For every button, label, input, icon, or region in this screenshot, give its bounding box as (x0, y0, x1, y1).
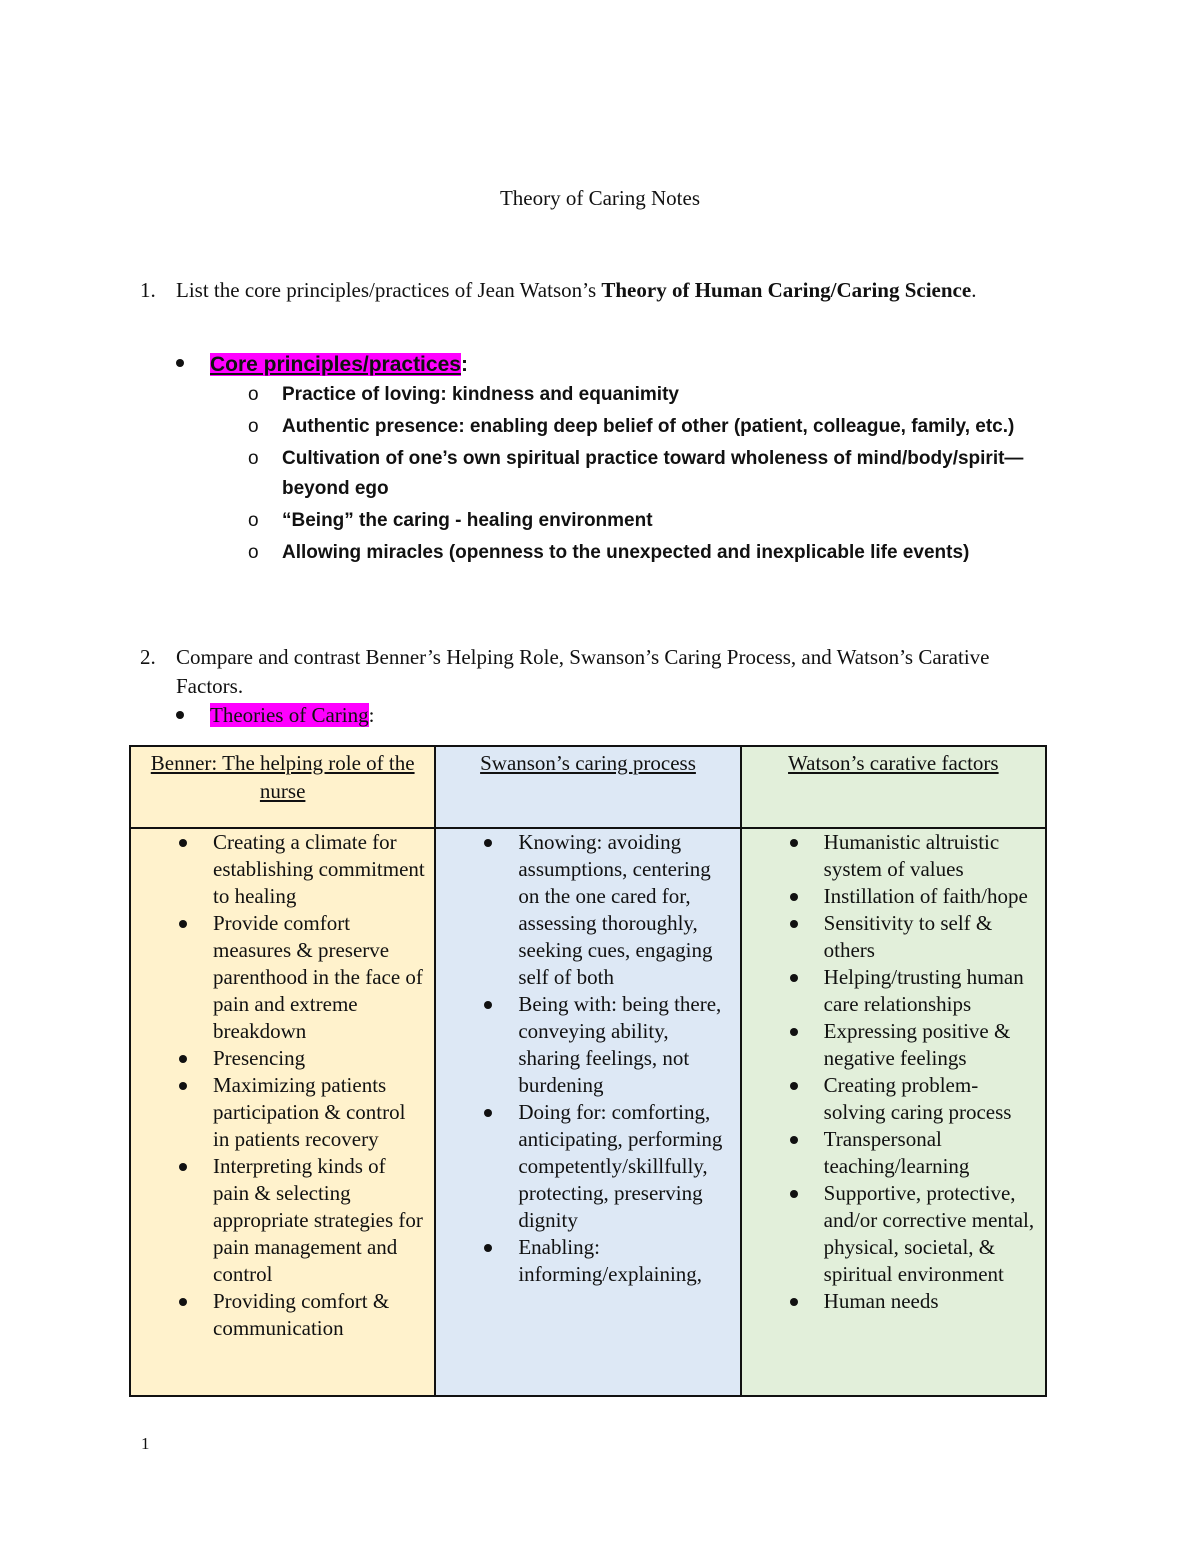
core-item: o Authentic presence: enabling deep belief of other (patient, colleague, family, etc.) (248, 412, 1068, 442)
core-principles-bullet (176, 350, 468, 379)
watson-list (742, 829, 1045, 1395)
table-row (130, 828, 1046, 1396)
question-1-bold: Theory of Human Caring/Caring Science (601, 278, 972, 302)
list-item: Human needs (824, 1288, 1037, 1315)
core-principles-suffix: : (460, 353, 468, 376)
list-item: Sensitivity to self & others (824, 910, 1037, 964)
question-1 (140, 276, 1020, 305)
list-item: Interpreting kinds of pain & selecting appropriate strategies for pain management and control (213, 1153, 426, 1288)
benner-cell (130, 828, 435, 1396)
table-header-row (130, 746, 1046, 828)
theories-label: Theories of Caring (210, 703, 369, 727)
list-item: Creating problem-solving caring process (824, 1072, 1037, 1126)
page-number: 1 (141, 1434, 150, 1453)
question-1-prefix: List the core principles/practices of Jean Watson’s (176, 278, 602, 302)
circle-bullet-icon: o (248, 384, 259, 405)
theories-table (129, 745, 1047, 1397)
list-item: Presencing (213, 1045, 426, 1072)
list-item: Provide comfort measures & preserve parenthood in the face of pain and extreme breakdown (213, 910, 426, 1045)
list-item: Being with: being there, conveying ability, sharing feelings, not burdening (518, 991, 731, 1099)
core-principles-list (248, 380, 1068, 570)
list-item: Knowing: avoiding assumptions, centering on the one cared for, assessing thoroughly, seeking cues, engaging self of both (518, 829, 731, 991)
theories-suffix: : (368, 703, 375, 727)
core-item: o Practice of loving: kindness and equanimity (248, 380, 1068, 410)
list-item: Enabling: informing/explaining, (518, 1234, 731, 1288)
swanson-cell (435, 828, 740, 1396)
circle-bullet-icon: o (248, 510, 259, 531)
header-benner: Benner: The helping role of the nurse (130, 746, 435, 828)
header-swanson: Swanson’s caring process (435, 746, 740, 828)
core-item: o Cultivation of one’s own spiritual practice toward wholeness of mind/body/spirit—beyond ego (248, 444, 1068, 504)
list-item: Supportive, protective, and/or corrective mental, physical, societal, & spiritual environment (824, 1180, 1037, 1288)
list-item: Humanistic altruistic system of values (824, 829, 1037, 883)
list-item: Transpersonal teaching/learning (824, 1126, 1037, 1180)
question-1-suffix: . (971, 278, 977, 302)
list-item: Helping/trusting human care relationships (824, 964, 1037, 1018)
question-1-number: 1. (140, 278, 156, 302)
circle-bullet-icon: o (248, 448, 259, 469)
list-item: Expressing positive & negative feelings (824, 1018, 1037, 1072)
question-2-text: Compare and contrast Benner’s Helping Role, Swanson’s Caring Process, and Watson’s Carative Factors. (176, 645, 990, 698)
core-item: o “Being” the caring - healing environment (248, 506, 1068, 536)
bullet-dot-icon (176, 711, 184, 719)
circle-bullet-icon: o (248, 542, 259, 563)
question-2-number: 2. (140, 645, 156, 669)
bullet-dot-icon (176, 359, 184, 367)
list-item: Providing comfort & communication (213, 1288, 426, 1342)
list-item: Doing for: comforting, anticipating, performing competently/skillfully, protecting, preserving dignity (518, 1099, 731, 1234)
benner-list (131, 829, 434, 1395)
circle-bullet-icon: o (248, 416, 259, 437)
list-item: Maximizing patients participation & control in patients recovery (213, 1072, 426, 1153)
list-item: Creating a climate for establishing commitment to healing (213, 830, 425, 908)
list-item: Instillation of faith/hope (824, 883, 1037, 910)
theories-bullet (176, 701, 374, 730)
swanson-list (436, 829, 739, 1395)
page-title: Theory of Caring Notes (499, 186, 701, 210)
header-watson: Watson’s carative factors (741, 746, 1046, 828)
core-principles-label: Core principles/practices (210, 353, 461, 376)
watson-cell (741, 828, 1046, 1396)
question-2 (140, 643, 1020, 701)
core-item: o Allowing miracles (openness to the unexpected and inexplicable life events) (248, 538, 1068, 568)
